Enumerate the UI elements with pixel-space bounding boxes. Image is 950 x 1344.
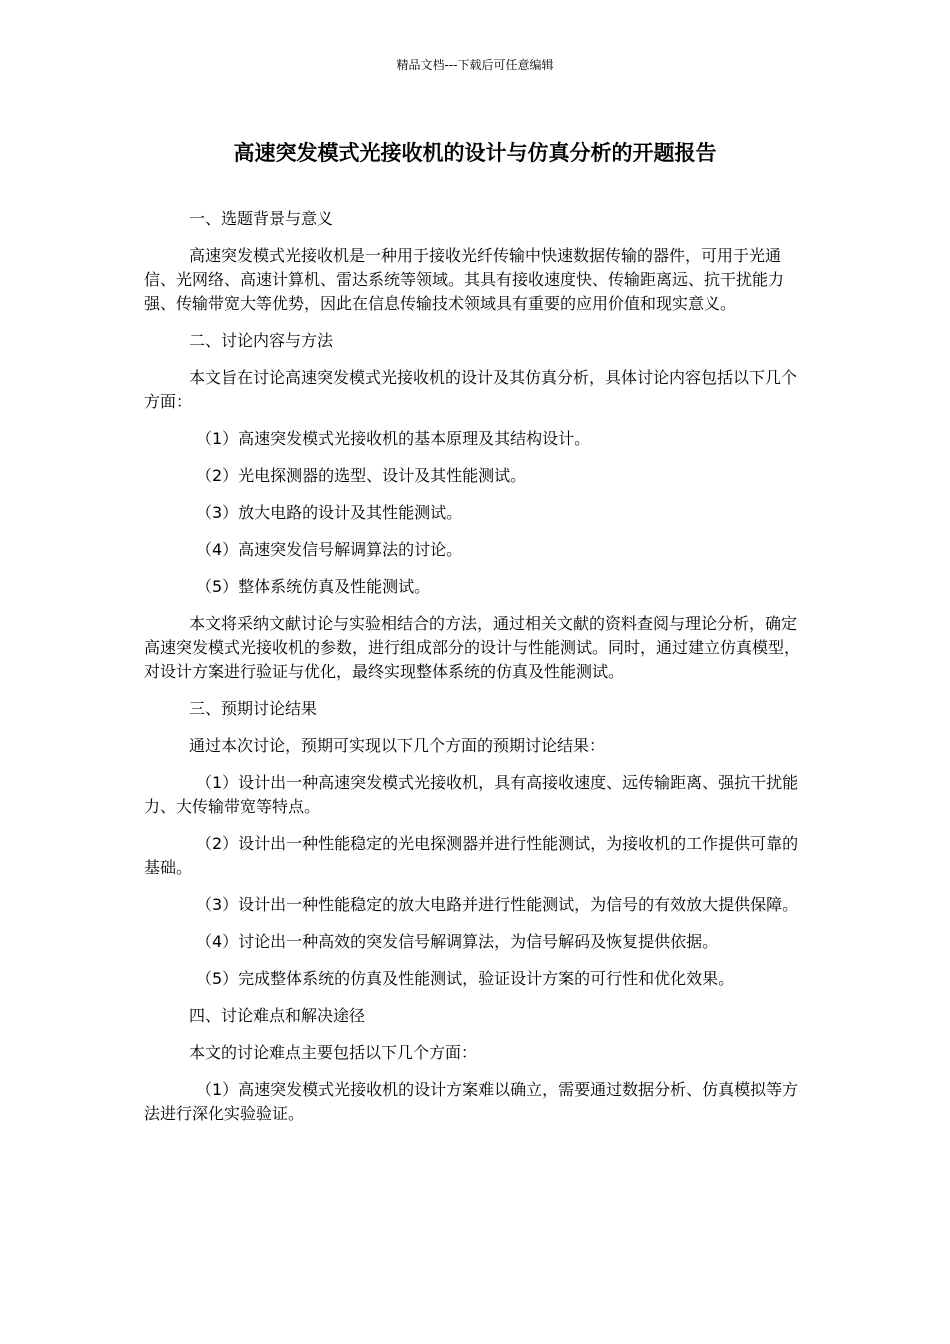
paragraph-intro: 本文旨在讨论高速突发模式光接收机的设计及其仿真分析，具体讨论内容包括以下几个方面： <box>144 368 798 411</box>
list-item: （4）高速突发信号解调算法的讨论。 <box>196 540 463 559</box>
list-item: （4）讨论出一种高效的突发信号解调算法，为信号解码及恢复提供依据。 <box>196 932 719 951</box>
list-item: （5）完成整体系统的仿真及性能测试，验证设计方案的可行性和优化效果。 <box>196 969 735 988</box>
paragraph-background: 高速突发模式光接收机是一种用于接收光纤传输中快速数据传输的器件，可用于光通信、光网络、高速计算机、雷达系统等领域。其具有接收速度快、传输距离远、抗干扰能力强、传输带宽大等优势，因此在信息传输技术领域具有重要的应用价值和现实意义。 <box>144 246 785 313</box>
section-heading-3: 三、预期讨论结果 <box>189 699 318 718</box>
section-heading-1: 一、选题背景与意义 <box>189 209 334 228</box>
list-item: （1）设计出一种高速突发模式光接收机，具有高接收速度、远传输距离、强抗干扰能力、大传输带宽等特点。 <box>144 773 799 816</box>
list-item: （2）设计出一种性能稳定的光电探测器并进行性能测试，为接收机的工作提供可靠的基础。 <box>144 834 799 877</box>
page-header: 精品文档---下载后可任意编辑 <box>396 58 554 72</box>
list-item: （1）高速突发模式光接收机的设计方案难以确立，需要通过数据分析、仿真模拟等方法进行深化实验验证。 <box>144 1080 799 1123</box>
paragraph-method: 本文将采纳文献讨论与实验相结合的方法，通过相关文献的资料查阅与理论分析，确定高速突发模式光接收机的参数，进行组成部分的设计与性能测试。同时，通过建立仿真模型，对设计方案进行验证与优化，最终实现整体系统的仿真及性能测试。 <box>144 614 801 681</box>
list-item: （2）光电探测器的选型、设计及其性能测试。 <box>196 466 527 485</box>
section-heading-4: 四、讨论难点和解决途径 <box>189 1006 366 1025</box>
list-item: （3）放大电路的设计及其性能测试。 <box>196 503 463 522</box>
list-item: （1）高速突发模式光接收机的基本原理及其结构设计。 <box>196 429 591 448</box>
list-item: （5）整体系统仿真及性能测试。 <box>196 577 431 596</box>
paragraph-difficulty: 本文的讨论难点主要包括以下几个方面： <box>189 1043 478 1062</box>
paragraph-expected: 通过本次讨论，预期可实现以下几个方面的预期讨论结果： <box>189 736 606 755</box>
document-body <box>144 207 808 1126</box>
list-item: （3）设计出一种性能稳定的放大电路并进行性能测试，为信号的有效放大提供保障。 <box>196 895 799 914</box>
section-heading-2: 二、讨论内容与方法 <box>189 331 334 350</box>
document-title: 高速突发模式光接收机的设计与仿真分析的开题报告 <box>233 141 717 165</box>
